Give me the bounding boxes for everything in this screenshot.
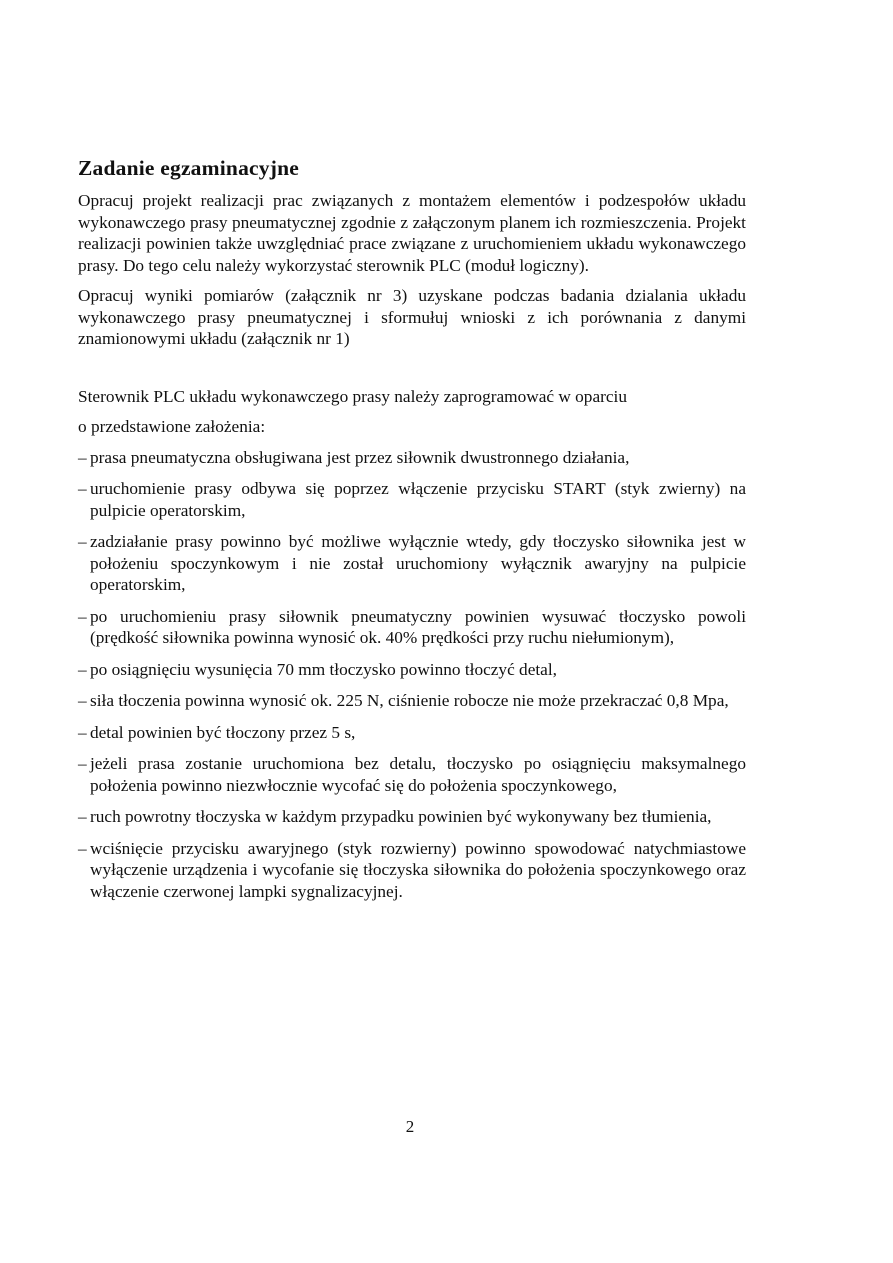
plc-intro-line-2: o przedstawione założenia: [78,417,266,436]
list-item-text: wciśnięcie przycisku awaryjnego (styk rozwierny) powinno spowodować natychmiastowe wyłączenie urządzenia i wycofanie się tłoczyska siłownika do położenia spoczynkowego oraz włączenie czerwonej lampki sygnalizacyjnej. [90,838,746,901]
document-body [78,155,746,912]
list-item-text: detal powinien być tłoczony przez 5 s, [90,722,356,742]
bullet-marker: – [78,722,87,742]
list-item-text: zadziałanie prasy powinno być możliwe wyłącznie wtedy, gdy tłoczysko siłownika jest w położeniu spoczynkowym i nie został uruchomiony wyłącznik awaryjny na pulpicie operatorskim, [90,532,746,594]
plc-intro-line-1: Sterownik PLC układu wykonawczego prasy należy zaprogramować w oparciu [78,386,627,406]
list-item [78,531,746,596]
list-item [78,606,746,649]
task-paragraph-2: Opracuj wyniki pomiarów (załącznik nr 3) uzyskane podczas badania dzialania układu wykonawczego prasy pneumatycznej i sformułuj wnioski z ich porównania z danymi znamionowymi układu (załącznik nr 1) [78,286,746,348]
bullet-marker: – [78,807,87,826]
list-item-text: uruchomienie prasy odbywa się poprzez włączenie przycisku START (styk zwierny) na pulpicie operatorskim, [90,479,746,520]
bullet-marker: – [78,479,87,498]
list-item [78,753,746,796]
task-paragraph-1: Opracuj projekt realizacji prac związanych z montażem elementów i podzespołów układu wykonawczego prasy pneumatycznej zgodnie z załączonym planem ich rozmieszczenia. Projekt realizacji powinien także uwzględniać prace związane z uruchomieniem układu wykonawczego prasy. Do tego celu należy wykorzystać sterownik PLC (moduł logiczny). [78,191,746,275]
list-item [78,722,746,744]
list-item [78,659,746,681]
bullet-marker: – [78,447,87,467]
requirements-list [78,447,746,903]
page-title: Zadanie egzaminacyjne [78,156,299,180]
list-item-text: po uruchomieniu prasy siłownik pneumatyczny powinien wysuwać tłoczysko powoli (prędkość siłownika powinna wynosić ok. 40% prędkości przy ruchu niełumionym), [90,606,746,647]
bullet-marker: – [78,838,87,858]
list-item-text: ruch powrotny tłoczyska w każdym przypadku powinien być wykonywany bez tłumienia, [90,807,712,826]
list-item-text: po osiągnięciu wysunięcia 70 mm tłoczysko powinno tłoczyć detal, [90,659,557,679]
bullet-marker: – [78,754,87,773]
bullet-marker: – [78,606,87,626]
list-item [78,838,746,903]
page-number: 2 [405,1117,415,1136]
bullet-marker: – [78,532,87,551]
bullet-marker: – [78,691,87,710]
list-item-text: jeżeli prasa zostanie uruchomiona bez detalu, tłoczysko po osiągnięciu maksymalnego położenia powinno niezwłocznie wycofać się do położenia spoczynkowego, [90,754,746,795]
list-item [78,478,746,521]
list-item-text: prasa pneumatyczna obsługiwana jest przez siłownik dwustronnego działania, [90,447,630,467]
list-item [78,806,746,828]
list-item-text: siła tłoczenia powinna wynosić ok. 225 N, ciśnienie robocze nie może przekraczać 0,8 Mpa, [90,691,729,710]
list-item [78,447,746,469]
list-item [78,690,746,712]
bullet-marker: – [78,659,87,679]
